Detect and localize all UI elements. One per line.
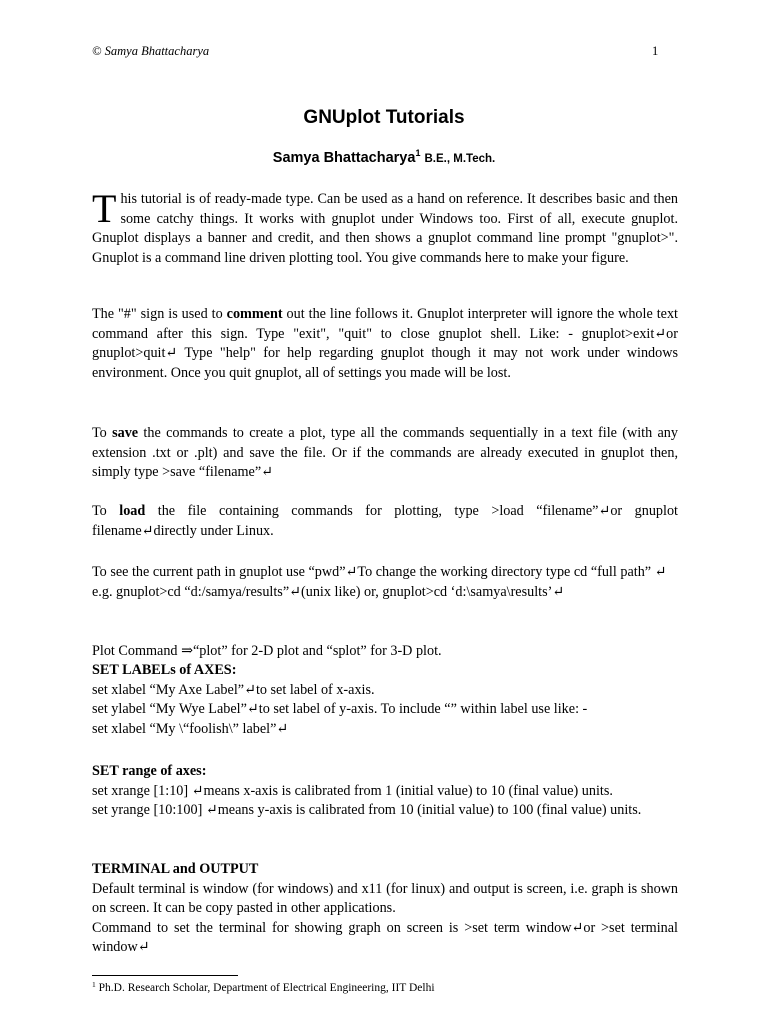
load-text-pre: To [92, 503, 120, 519]
range-section [92, 762, 678, 821]
labels-line: set ylabel “My Wye Label”↵to set label of y-axis. To include “” within label use like: - [92, 701, 588, 717]
range-line-2: set yrange [10:100] ↵means y-axis is calibrated from 10 (initial value) to 100 (final value) units. [92, 802, 642, 818]
load-paragraph [92, 502, 678, 541]
footnote [92, 980, 435, 994]
range-heading: SET range of axes: [92, 763, 207, 779]
comment-keyword: comment [226, 306, 283, 322]
terminal-line-1: Default terminal is window (for windows) and x11 (for linux) and output is screen, i.e. graph is shown on screen. It can be copy pasted in other applications. [92, 880, 678, 916]
footnote-text: Ph.D. Research Scholar, Department of Electrical Engineering, IIT Delhi [98, 982, 435, 994]
author-name: Samya Bhattacharya [272, 150, 416, 166]
author-line [0, 148, 768, 166]
plot-command-line: Plot Command ⇒“plot” for 2-D plot and “splot” for 3-D plot. [92, 643, 442, 659]
range-line-1: set xrange [1:10] ↵means x-axis is calibrated from 1 (initial value) to 10 (final value) units. [92, 782, 613, 799]
terminal-section [92, 860, 678, 958]
author-degrees: B.E., M.Tech. [424, 153, 496, 165]
labels-heading: SET LABELs of AXES: [92, 662, 237, 678]
labels-section [92, 661, 678, 739]
path-paragraph [92, 563, 678, 602]
load-keyword: load [119, 503, 146, 519]
comment-text-post: out the line follows it. Gnuplot interpreter will ignore the whole text command after this sign. Type "exit", "quit" to close gnuplot shell. Like: - gnuplot>exit↵or gnuplot>quit↵ Type "help" for help regarding gnuplot though it may not work under windows environment. Once you quit gnuplot, all of settings you made will be lost. [92, 306, 678, 381]
comment-text-pre: The "#" sign is used to [92, 306, 227, 322]
save-paragraph [92, 424, 678, 483]
comment-paragraph [92, 305, 678, 383]
terminal-heading: TERMINAL and OUTPUT [92, 861, 259, 877]
load-text-post: the file containing commands for plotting, type >load “filename”↵or gnuplot filename↵directly under Linux. [92, 503, 678, 539]
terminal-line-2: Command to set the terminal for showing graph on screen is >set term window↵or >set terminal window↵ [92, 919, 678, 955]
document-title: GNUplot Tutorials [303, 107, 465, 128]
page-number: 1 [652, 44, 659, 58]
labels-line: set xlabel “My \“foolish\” label”↵ [92, 720, 289, 737]
intro-paragraph [92, 186, 678, 268]
save-text-pre: To [92, 425, 113, 441]
footnote-reference: 1 [415, 148, 421, 158]
drop-cap: T [92, 186, 117, 231]
path-line-1: To see the current path in gnuplot use “pwd”↵To change the working directory type cd “full path” ↵ [92, 564, 667, 580]
save-keyword: save [112, 425, 139, 441]
footnote-mark: 1 [92, 980, 96, 989]
path-line-2: e.g. gnuplot>cd “d:/samya/results”↵(unix like) or, gnuplot>cd ‘d:\samya\results’↵ [92, 583, 565, 600]
running-header: © Samya Bhattacharya [92, 44, 210, 58]
footnote-rule [92, 975, 238, 976]
labels-line: set xlabel “My Axe Label”↵to set label of x-axis. [92, 681, 375, 698]
intro-text: his tutorial is of ready-made type. Can be used as a hand on reference. It describes basic and then some catchy things. It works with gnuplot under Windows too. First of all, execute gnuplot. Gnuplot displays a banner and credit, and then shows a gnuplot command line prompt "gnuplot>". Gnuplot is a command line driven plotting tool. You give commands here to make your figure. [92, 191, 678, 266]
save-text-post: the commands to create a plot, type all the commands sequentially in a text file (with any extension .txt or .plt) and save the file. Or if the commands are already executed in gnuplot then, simply type >save “filename”↵ [92, 425, 678, 480]
